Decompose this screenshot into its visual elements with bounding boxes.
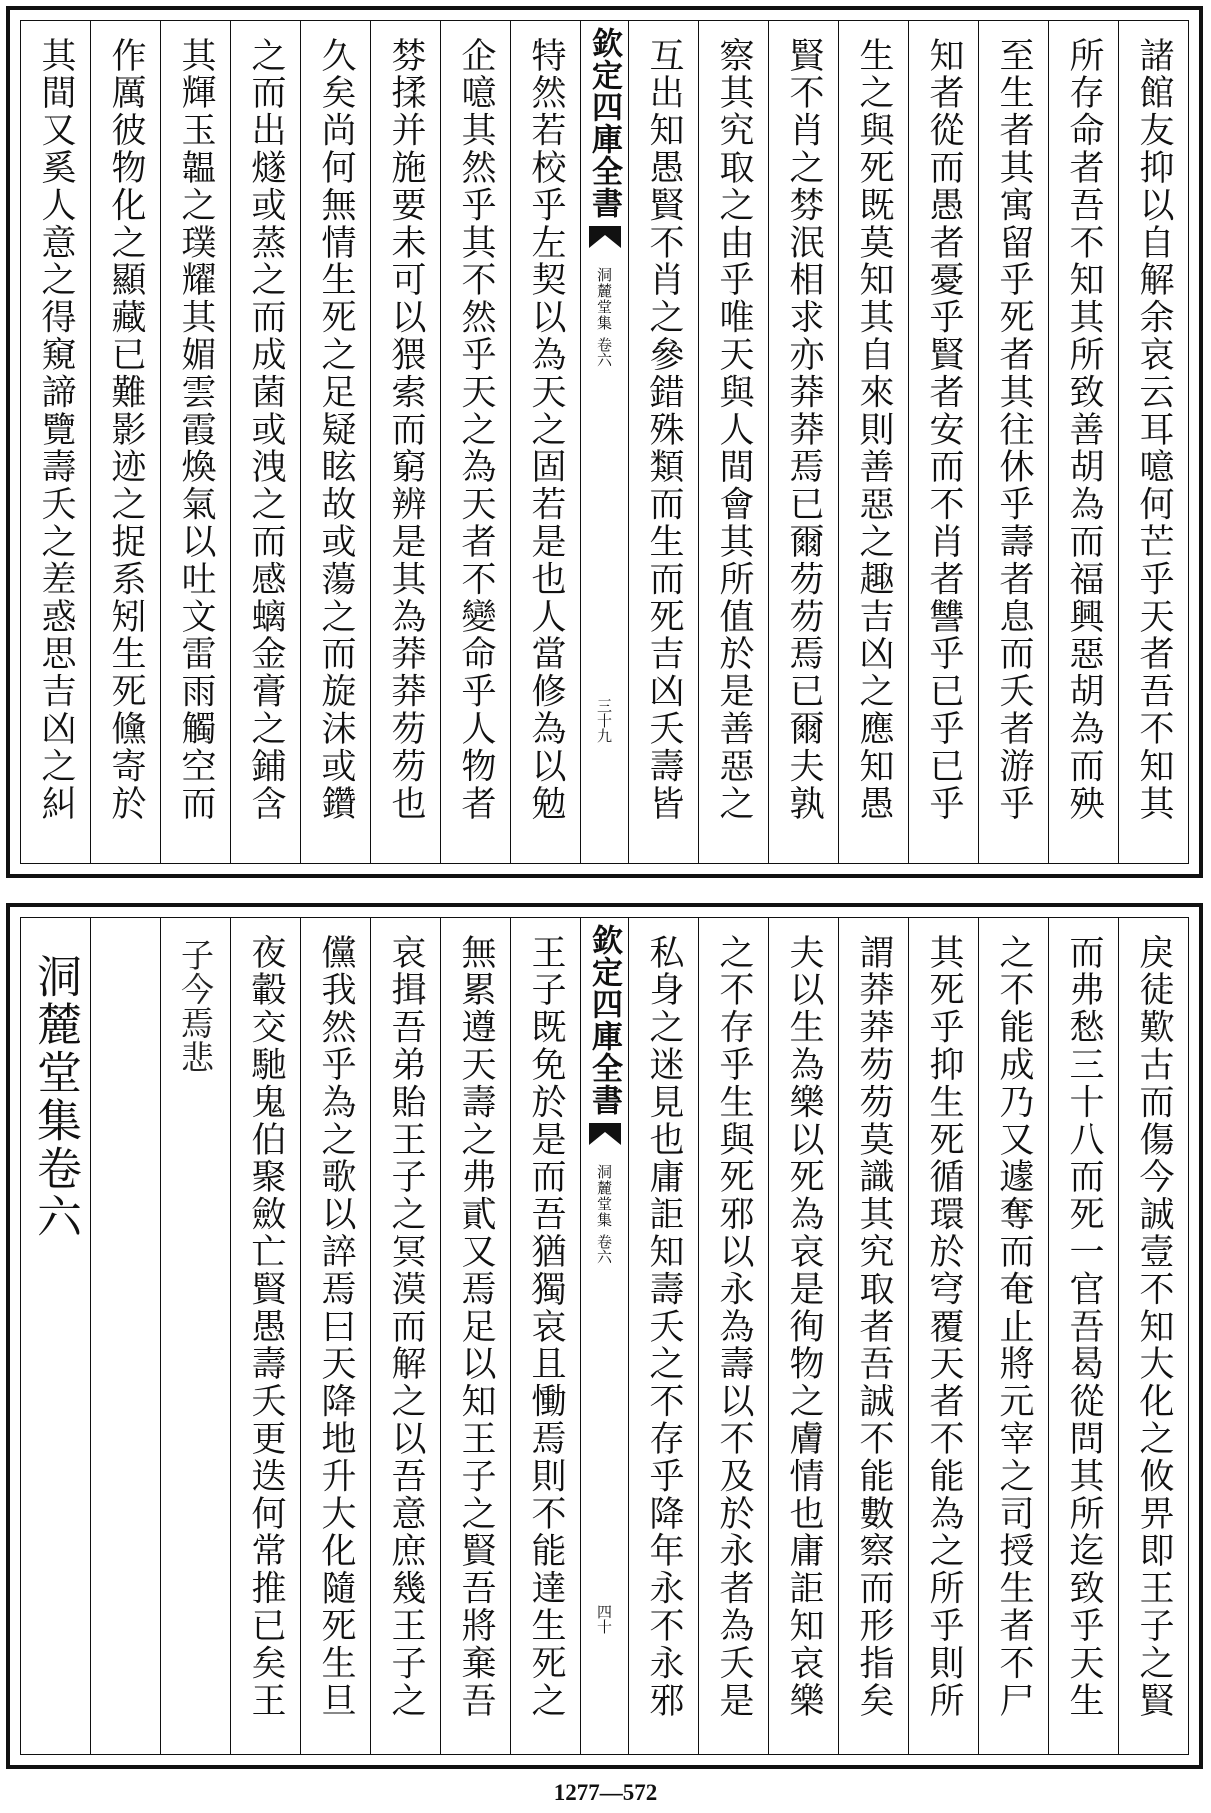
column-text: 子今焉悲 (176, 938, 215, 1074)
column-text: 無累遵天壽之弗貳又焉足以知王子之賢吾將棄吾 (456, 934, 496, 1720)
column-text: 企噫其然乎其不然乎天之為天者不變命乎人物者 (456, 37, 496, 823)
text-column (300, 918, 370, 1754)
column-text: 賢不肖之棼泯相求亦莽莽焉已爾芴芴焉已爾夫孰 (784, 37, 824, 823)
text-column (230, 21, 300, 863)
column-text: 生之與死既莫知其自來則善惡之趣吉凶之應知愚 (854, 37, 894, 823)
column-text: 察其究取之由乎唯天與人間會其所值於是善惡之 (714, 37, 754, 823)
volume-label: 卷六 (595, 337, 613, 367)
text-column (838, 918, 908, 1754)
column-text: 戾徒歎古而傷今誠壹不知大化之攸畀即王子之賢 (1134, 934, 1174, 1720)
text-column (908, 918, 978, 1754)
text-column (21, 21, 90, 863)
book-title: 洞麓堂集 (595, 267, 613, 331)
volume-label: 卷六 (595, 1234, 613, 1264)
folio-number: 四十 (595, 1604, 613, 1634)
column-text: 其間又奚人意之得窺諦覽壽夭之差惑思吉凶之糾 (36, 37, 76, 823)
text-column (768, 918, 838, 1754)
column-text: 其死乎抑生死循環於穹覆天者不能為之所乎則所 (924, 934, 964, 1720)
text-column (90, 21, 160, 863)
column-text: 哀揖吾弟貽王子之冥漠而解之以吾意庶幾王子之 (386, 934, 426, 1720)
text-column (510, 918, 580, 1754)
text-column (978, 21, 1048, 863)
text-column (908, 21, 978, 863)
top-page (6, 6, 1203, 878)
text-column (440, 21, 510, 863)
column-text: 而弗愁三十八而死一官吾曷從問其所迄致乎天生 (1064, 934, 1104, 1720)
column-text: 之而出燧或蒸之而成菌或洩之而感螭金膏之鋪含 (246, 37, 286, 823)
text-column (440, 918, 510, 1754)
column-text: 諸館友抑以自解余哀云耳噫何芒乎天者吾不知其 (1134, 37, 1174, 823)
column-text: 棼揉并施要未可以猥索而窮辨是其為莽莽芴芴也 (386, 37, 426, 823)
column-text: 謂莽莽芴芴莫識其究取者吾誠不能數察而形指矣 (854, 934, 894, 1720)
column-text: 至生者其寓留乎死者其往休乎壽者息而夭者游乎 (994, 37, 1034, 823)
bottom-page (6, 903, 1203, 1769)
fishtail-mark-icon (588, 225, 622, 249)
column-text: 夫以生為樂以死為哀是徇物之膚情也庸詎知哀樂 (784, 934, 824, 1720)
page-code: 1277—572 (553, 1780, 658, 1805)
text-column (1048, 918, 1118, 1754)
center-fold (580, 21, 628, 863)
column-text: 知者從而愚者憂乎賢者安而不肖者讐乎已乎已乎 (924, 37, 964, 823)
text-column (160, 21, 230, 863)
column-text: 作厲彼物化之顯藏已難影迹之捉系矧生死儵寄於 (106, 37, 146, 823)
column-text: 王子既免於是而吾猶獨哀且慟焉則不能達生死之 (526, 934, 566, 1720)
center-fold (580, 918, 628, 1754)
column-text: 特然若校乎左契以為天之固若是也人當修為以勉 (526, 37, 566, 823)
text-column (838, 21, 908, 863)
text-column (1118, 918, 1188, 1754)
book-title: 洞麓堂集 (595, 1164, 613, 1228)
column-text: 私身之迷見也庸詎知壽夭之不存乎降年永不永邪 (644, 934, 684, 1720)
fishtail-mark-icon (588, 1122, 622, 1146)
text-column-blank (90, 918, 160, 1754)
text-column (1118, 21, 1188, 863)
text-column (768, 21, 838, 863)
text-column (698, 21, 768, 863)
text-column (978, 918, 1048, 1754)
text-column (300, 21, 370, 863)
top-page-columns (20, 20, 1189, 864)
text-column (628, 918, 698, 1754)
column-text: 互出知愚賢不肖之參錯殊類而生而死吉凶夭壽皆 (644, 37, 684, 823)
text-column (1048, 21, 1118, 863)
volume-end-title: 洞麓堂集卷六 (29, 953, 82, 1241)
column-text: 儻我然乎為之歌以誶焉曰天降地升大化隨死生旦 (316, 934, 356, 1720)
text-column (628, 21, 698, 863)
folio-number: 三十九 (595, 698, 613, 743)
column-text: 夜轂交馳鬼伯聚斂亡賢愚壽夭更迭何常推已矣王 (246, 934, 286, 1720)
bottom-page-columns (20, 917, 1189, 1755)
column-text: 之不能成乃又遽奪而奄止將元宰之司授生者不尸 (994, 934, 1034, 1720)
library-title: 欽定四庫全書 (586, 27, 622, 219)
text-column (698, 918, 768, 1754)
text-column (510, 21, 580, 863)
text-column (370, 918, 440, 1754)
column-text: 久矣尚何無情生死之足疑眩故或蕩之而旋沫或鑽 (316, 37, 356, 823)
column-text: 之不存乎生與死邪以永為壽以不及於永者為夭是 (714, 934, 754, 1720)
column-text: 其輝玉韞之璞耀其媚雲霞煥氣以吐文雷雨觸空而 (176, 37, 216, 823)
volume-end-title-column (21, 918, 90, 1754)
column-text: 所存命者吾不知其所致善胡為而福興惡胡為而殃 (1064, 37, 1104, 823)
library-title: 欽定四庫全書 (586, 924, 622, 1116)
text-column (230, 918, 300, 1754)
text-column (160, 918, 230, 1754)
text-column (370, 21, 440, 863)
